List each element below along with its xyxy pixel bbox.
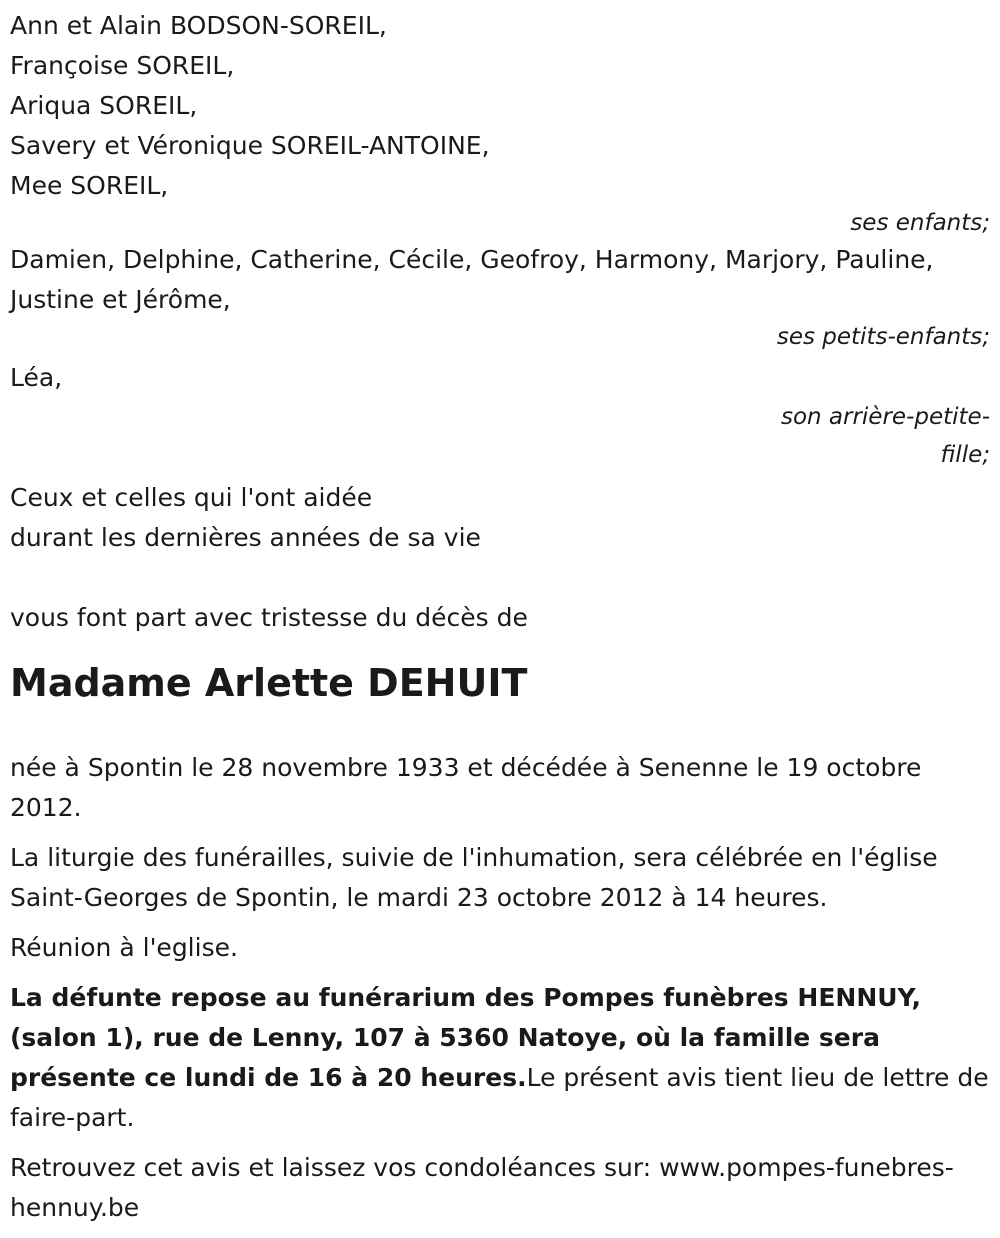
repose-normal-text: Le présent avis tient lieu de lettre de faire-part. [10,1063,989,1132]
grandchildren-role: ses petits-enfants; [776,324,990,350]
announcement-text: vous font part avec tristesse du décès de [10,603,528,632]
helpers-line: Ceux et celles qui l'ont aidée [10,483,373,512]
repose-paragraph [10,978,990,1138]
reunion-text: Réunion à l'eglise. [10,933,238,962]
children-role: ses enfants; [850,210,990,236]
repose-bold-text: La défunte repose au funérarium des Pompes funèbres HENNUY, (salon 1), rue de Lenny, 107 à 5360 Natoye, où la famille sera présente ce lundi de 16 à 20 heures. [10,983,921,1092]
child-line: Savery et Véronique SOREIL-ANTOINE, [10,131,490,160]
great-grandchild-role: son arrière-petite-fille; [780,404,990,468]
obituary-notice [10,6,990,1238]
birth-death-text: née à Spontin le 28 novembre 1933 et décédée à Senenne le 19 octobre 2012. [10,753,922,822]
children-list [10,6,990,206]
child-line: Ann et Alain BODSON-SOREIL, [10,11,387,40]
child-line: Françoise SOREIL, [10,51,235,80]
grandchildren-list: Damien, Delphine, Catherine, Cécile, Geofroy, Harmony, Marjory, Pauline, Justine et Jérôme, [10,245,934,314]
funeral-text: La liturgie des funérailles, suivie de l'inhumation, sera célébrée en l'église Saint-Georges de Spontin, le mardi 23 octobre 2012 à 14 heures. [10,843,938,912]
child-line: Ariqua SOREIL, [10,91,198,120]
condolences-text: Retrouvez cet avis et laissez vos condoléances sur: www.pompes-funebres-hennuy.be [10,1153,954,1222]
helpers-line: durant les dernières années de sa vie [10,523,481,552]
child-line: Mee SOREIL, [10,171,169,200]
great-grandchild: Léa, [10,363,63,392]
deceased-name: Madame Arlette DEHUIT [10,661,528,705]
